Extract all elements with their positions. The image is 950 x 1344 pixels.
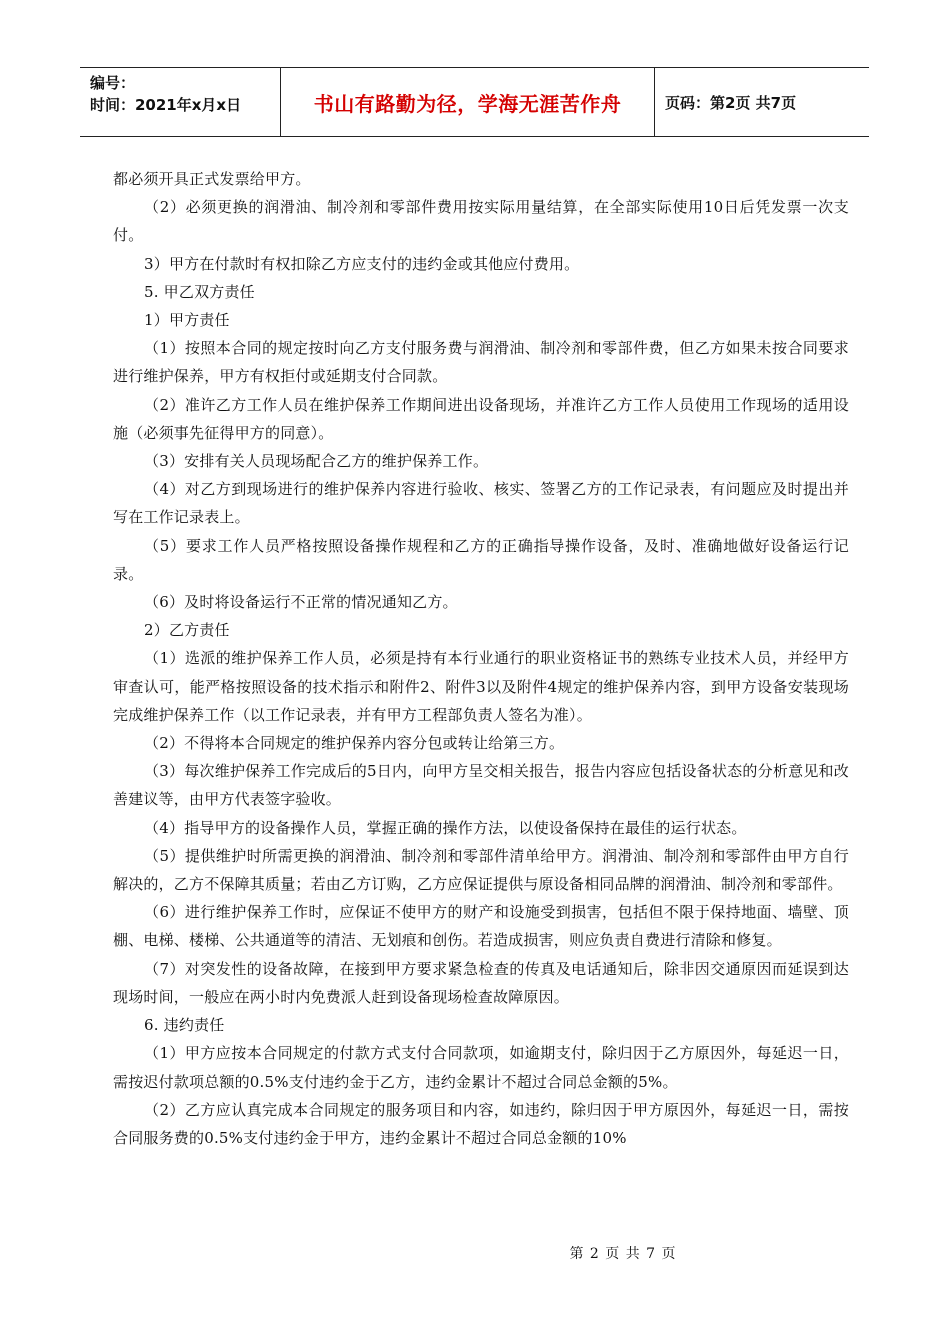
section-heading: 5. 甲乙双方责任: [144, 282, 255, 301]
subsection-heading: 2）乙方责任: [144, 621, 230, 640]
paragraph: （6）及时将设备运行不正常的情况通知乙方。: [144, 593, 458, 612]
header-page-number: 页码：第2页 共7页: [665, 93, 797, 112]
paragraph: （4）指导甲方的设备操作人员，掌握正确的操作方法，以使设备保持在最佳的运行状态。: [144, 818, 747, 837]
document-time-label: 时间：2021年x月x日: [90, 96, 242, 114]
paragraph: （2）不得将本合同规定的维护保养内容分包或转让给第三方。: [144, 734, 565, 753]
paragraph: （1）按照本合同的规定按时向乙方支付服务费与润滑油、制冷剂和零部件费，但乙方如果未按合同要求进行维护保养，甲方有权拒付或延期支付合同款。: [113, 339, 849, 386]
paragraph: 都必须开具正式发票给甲方。: [113, 170, 311, 188]
paragraph: （1）选派的维护保养工作人员，必须是持有本行业通行的职业资格证书的熟练专业技术人员，并经甲方审查认可，能严格按照设备的技术指示和附件2、附件3以及附件4规定的维护保养内容，到甲方设备安装现场完成维护保养工作（以工作记录表，并有甲方工程部负责人签名为准）。: [113, 649, 849, 724]
page-header: [80, 67, 869, 137]
paragraph: （2）必须更换的润滑油、制冷剂和零部件费用按实际用量结算，在全部实际使用10日后凭发票一次支付。: [113, 198, 849, 245]
paragraph: 3）甲方在付款时有权扣除乙方应支付的违约金或其他应付费用。: [144, 254, 580, 273]
subsection-heading: 1）甲方责任: [144, 311, 230, 330]
document-number-label: 编号：: [90, 74, 136, 92]
paragraph: （1）甲方应按本合同规定的付款方式支付合同款项，如逾期支付，除归因于乙方原因外，每延迟一日，需按迟付款项总额的0.5%支付违约金于乙方，违约金累计不超过合同总金额的5%。: [113, 1044, 849, 1091]
paragraph: （2）准许乙方工作人员在维护保养工作期间进出设备现场，并准许乙方工作人员使用工作现场的适用设施（必须事先征得甲方的同意）。: [113, 395, 849, 442]
paragraph: （2）乙方应认真完成本合同规定的服务项目和内容，如违约，除归因于甲方原因外，每延迟一日，需按合同服务费的0.5%支付违约金于甲方，违约金累计不超过合同总金额的10%: [113, 1100, 849, 1147]
paragraph: （5）提供维护时所需更换的润滑油、制冷剂和零部件清单给甲方。润滑油、制冷剂和零部件由甲方自行解决的，乙方不保障其质量；若由乙方订购，乙方应保证提供与原设备相同品牌的润滑油、制冷剂和零部件。: [113, 846, 849, 894]
paragraph: （7）对突发性的设备故障，在接到甲方要求紧急检查的传真及电话通知后，除非因交通原因而延误到达现场时间，一般应在两小时内免费派人赶到设备现场检查故障原因。: [113, 959, 849, 1006]
paragraph: （4）对乙方到现场进行的维护保养内容进行验收、核实、签署乙方的工作记录表，有问题应及时提出并写在工作记录表上。: [113, 480, 849, 527]
paragraph: （5）要求工作人员严格按照设备操作规程和乙方的正确指导操作设备，及时、准确地做好设备运行记录。: [113, 536, 849, 583]
header-motto: 书山有路勤为径，学海无涯苦作舟: [281, 68, 655, 136]
paragraph: （3）安排有关人员现场配合乙方的维护保养工作。: [144, 452, 489, 471]
document-body: [113, 165, 849, 1152]
page-footer: 第 2 页 共 7 页: [569, 1246, 677, 1262]
paragraph: （3）每次维护保养工作完成后的5日内，向甲方呈交相关报告，报告内容应包括设备状态的分析意见和改善建议等，由甲方代表签字验收。: [113, 762, 849, 809]
header-meta: [80, 68, 281, 136]
section-heading: 6. 违约责任: [144, 1016, 225, 1035]
paragraph: （6）进行维护保养工作时，应保证不使甲方的财产和设施受到损害，包括但不限于保持地面、墙壁、顶棚、电梯、楼梯、公共通道等的清洁、无划痕和创伤。若造成损害，则应负责自费进行清除和修复。: [113, 903, 849, 950]
